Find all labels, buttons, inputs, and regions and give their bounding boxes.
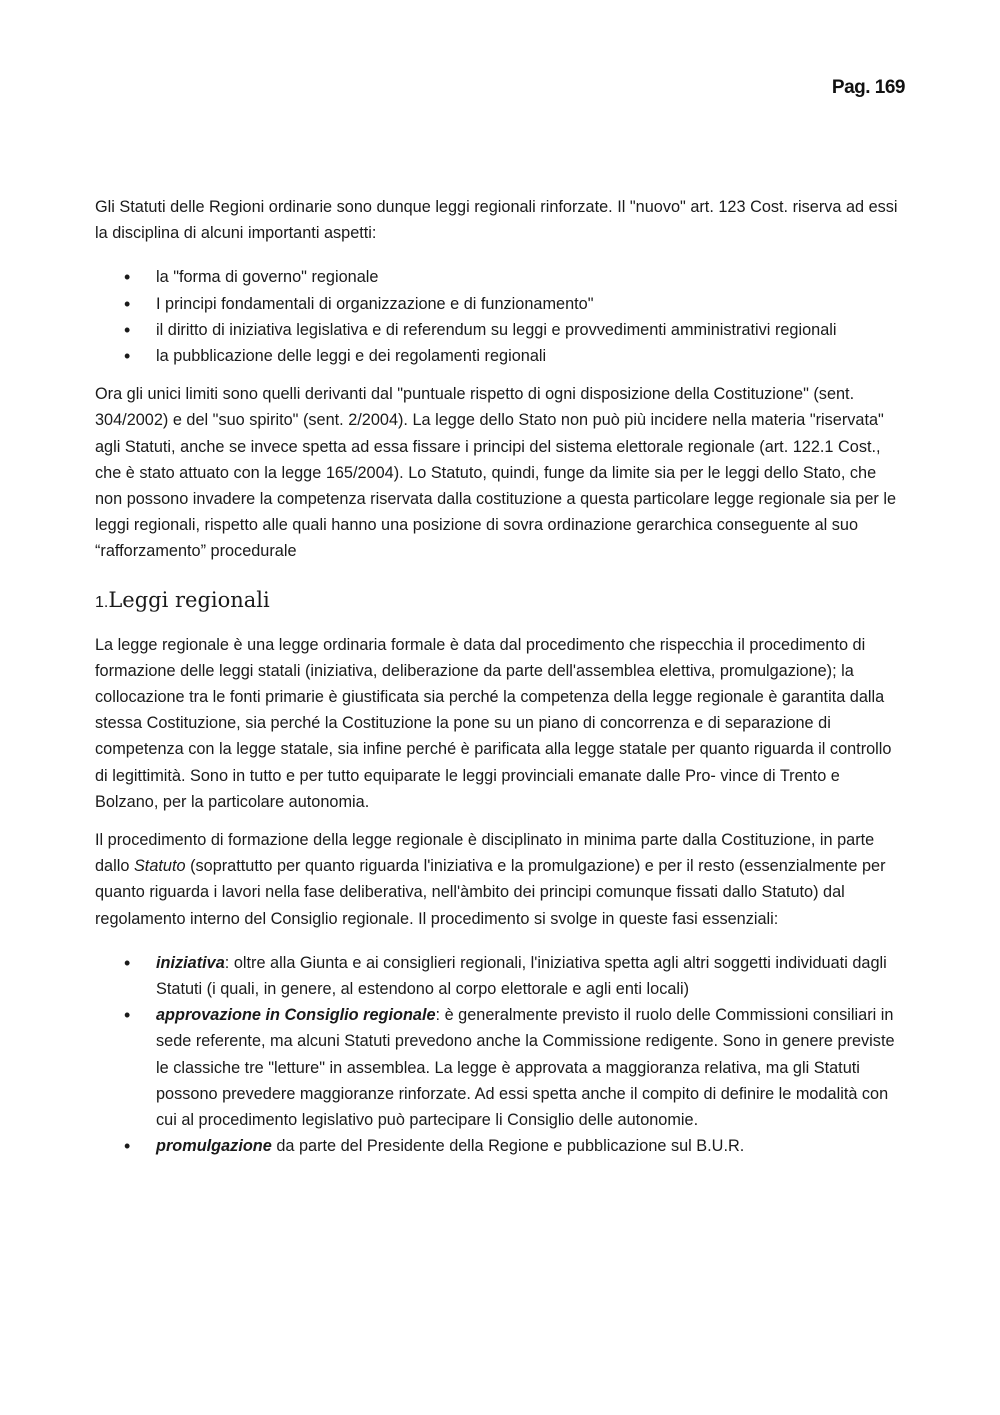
statute-aspects-list (95, 264, 907, 369)
procedure-text-part2: (soprattutto per quanto riguarda l'iniziativa e la promulgazione) e per il resto (essenzialmente per quanto riguarda i lavori nella fase deliberativa, nell'àmbito dei principi comunque fissati dallo Statuto) dal regolamento interno del Consiglio regionale. Il procedimento si svolge in queste fasi essenziali: (95, 857, 886, 928)
section-title: Leggi regionali (108, 587, 270, 612)
section-number: 1. (95, 593, 109, 611)
phases-list (95, 950, 907, 1160)
regional-law-paragraph: La legge regionale è una legge ordinaria formale è data dal procedimento che rispecchia il procedimento di formazione delle leggi statali (iniziativa, deliberazione da parte dell'assemblea elettiva, promulgazione); la collocazione tra le fonti primarie è giustificata sia perché la competenza della legge regionale è garantita dalla stessa Costituzione, sia perché la Costituzione la pone su un piano di concorrenza e di separazione di competenza con la legge statale, sia infine perché è parificata alla legge statale per quanto riguarda il controllo di legittimità. Sono in tutto e per tutto equiparate le leggi provinciali emanate dalle Pro- vince di Trento e Bolzano, per la particolare autonomia. (95, 635, 892, 811)
phase-item (95, 950, 907, 1002)
intro-paragraph: Gli Statuti delle Regioni ordinarie sono dunque leggi regionali rinforzate. Il "nuovo" art. 123 Cost. riserva ad essi la disciplina di alcuni importanti aspetti: (95, 198, 898, 243)
procedure-text-part1: Il procedimento di formazione della legge regionale è disciplinato in minima parte dalla Costituzione, in parte dallo (95, 831, 875, 876)
phase-term: iniziativa (156, 953, 225, 972)
list-item: • I principi fondamentali di organizzazione e di funzionamento" (95, 291, 907, 317)
procedure-paragraph (95, 827, 907, 932)
limits-paragraph: Ora gli unici limiti sono quelli derivanti dal "puntuale rispetto di ogni disposizione della Costituzione" (sent. 304/2002) e del "suo spirito" (sent. 2/2004). La legge dello Stato non può più incidere nella materia "riservata" agli Statuti, anche se invece spetta ad essa fissare i principi del sistema elettorale regionale (art. 122.1 Cost., che è stato attuato con la legge 165/2004). Lo Statuto, quindi, funge da limite sia per le leggi dello Stato, che non possono invadere la competenza riservata dalla costituzione a questa particolare legge regionale sia per le leggi regionali, rispetto alle quali hanno una posizione di sovra ordinazione gerarchica conseguente al suo “rafforzamento” procedurale (95, 385, 896, 561)
statuto-term: Statuto (133, 857, 186, 876)
section-heading (95, 585, 907, 618)
phase-text: da parte del Presidente della Regione e pubblicazione sul B.U.R. (271, 1137, 745, 1156)
list-item: • la pubblicazione delle leggi e dei regolamenti regionali (95, 343, 907, 369)
phase-term: approvazione in Consiglio regionale (156, 1006, 436, 1025)
page-number: Pag. 169 (831, 77, 905, 98)
list-item: • il diritto di iniziativa legislativa e di referendum su leggi e provvedimenti amministrativi regionali (95, 317, 907, 343)
phase-text: : è generalmente previsto il ruolo delle Commissioni consiliari in sede referente, ma alcuni Statuti prevedono anche la Commissione redigente. Sono in genere previste le classiche tre "letture" in assemblea. La legge è approvata a maggioranza relativa, ma gli Statuti possono prevedere maggioranze rinforzate. Ad essi spetta anche il compito di definire le modalità con cui al procedimento legislativo può partecipare li Consiglio delle autonomie. (156, 1006, 895, 1130)
document-body (95, 194, 907, 1172)
phase-item (95, 1002, 907, 1133)
phase-text: : oltre alla Giunta e ai consiglieri regionali, l'iniziativa spetta agli altri soggetti individuati dagli Statuti (i quali, in genere, al estendono al corpo elettorale e agli enti locali) (156, 953, 887, 999)
phase-item (95, 1133, 907, 1159)
phase-term: promulgazione (156, 1137, 272, 1156)
list-item: • la "forma di governo" regionale (95, 264, 907, 290)
